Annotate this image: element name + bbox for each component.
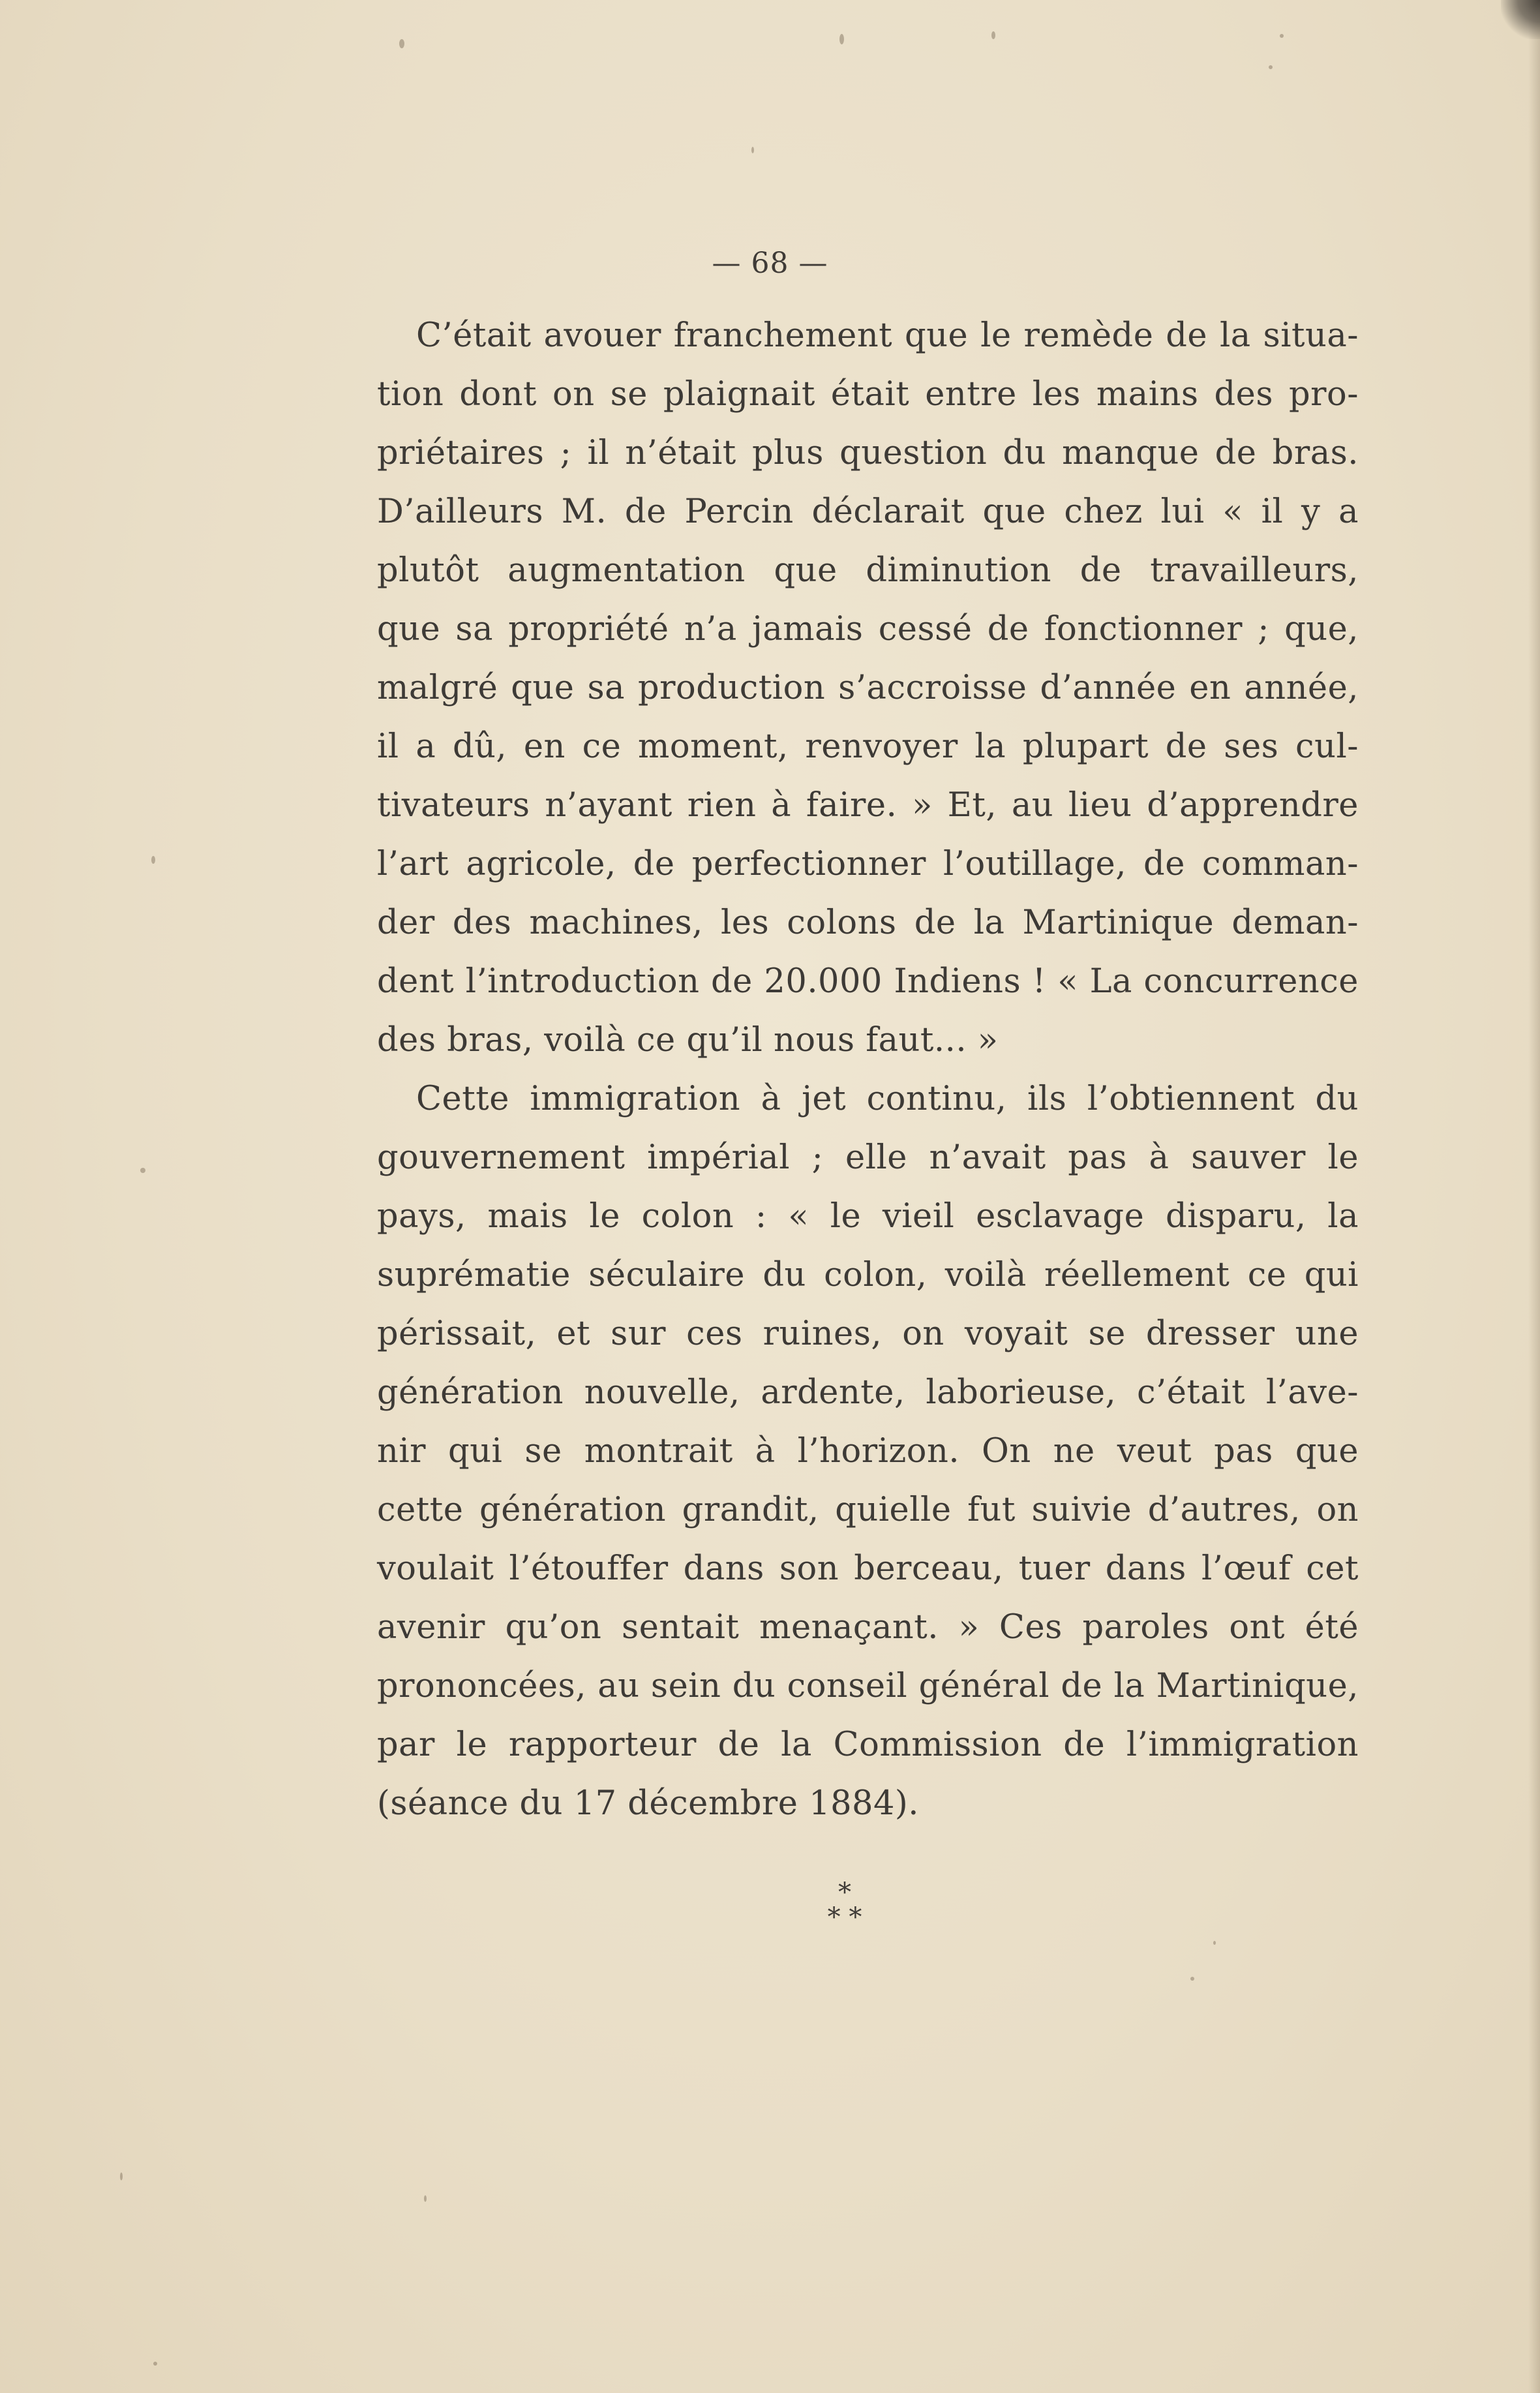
text-line: voulait l’étouffer dans son berceau, tuer dans l’œuf cet [377,1549,1359,1588]
text-line: der des machines, les colons de la Martinique deman- [377,904,1359,942]
text-line: avenir qu’on sentait menaçant. » Ces paroles ont été [377,1608,1359,1647]
paper-speck [140,1168,145,1173]
text-line: des bras, voilà ce qu’il nous faut... » [377,1021,999,1059]
paper-speck [839,34,844,44]
text-line: pays, mais le colon : « le vieil esclavage disparu, la [377,1197,1359,1236]
asterism-top: * [838,1878,851,1908]
paper-speck [399,39,404,48]
text-line: D’ailleurs M. de Percin déclarait que chez lui « il y a [377,493,1359,531]
paper-speck [1280,34,1284,38]
paper-speck [1190,1977,1194,1981]
text-line: plutôt augmentation que diminution de travailleurs, [377,551,1359,590]
text-line: (séance du 17 décembre 1884). [377,1784,920,1823]
text-line: génération nouvelle, ardente, laborieuse, c’était l’ave- [377,1373,1359,1412]
text-line: que sa propriété n’a jamais cessé de fonctionner ; que, [377,610,1359,648]
text-line: dent l’introduction de 20.000 Indiens ! « La concurrence [377,962,1359,1001]
text-line: priétaires ; il n’était plus question du manque de bras. [377,434,1359,472]
body-text [377,307,1359,1833]
paragraph-1 [377,307,1359,1070]
paper-speck [991,31,995,39]
text-line: prononcées, au sein du conseil général de la Martinique, [377,1667,1359,1705]
asterism-bottom: * * [827,1902,862,1932]
text-line: cette génération grandit, quielle fut suivie d’autres, on [377,1491,1359,1529]
text-line: malgré que sa production s’accroisse d’année en année, [377,669,1359,707]
text-line: par le rapporteur de la Commission de l’immigration [377,1726,1359,1764]
text-line: C’était avouer franchement que le remède de la situa- [416,316,1359,355]
text-line: nir qui se montrait à l’horizon. On ne veut pas que [377,1432,1359,1471]
page-edge-shadow [1528,0,1540,2393]
paper-speck [1269,65,1273,69]
paper-speck [424,2195,427,2202]
text-line: suprématie séculaire du colon, voilà réellement ce qui [377,1256,1359,1294]
paper-speck [751,147,754,153]
paper-speck [151,856,155,864]
page-number: — 68 — [712,247,828,280]
paper-speck [153,2362,157,2366]
text-line: tivateurs n’ayant rien à faire. » Et, au lieu d’apprendre [377,786,1359,825]
page-corner-shadow [1501,0,1540,39]
text-line: périssait, et sur ces ruines, on voyait se dresser une [377,1315,1359,1353]
text-line: tion dont on se plaignait était entre les mains des pro- [377,375,1359,414]
text-line: gouvernement impérial ; elle n’avait pas à sauver le [377,1138,1359,1177]
paragraph-2 [377,1070,1359,1833]
paper-speck [120,2172,123,2180]
paper-speck [1213,1941,1216,1945]
text-line: l’art agricole, de perfectionner l’outillage, de comman- [377,845,1359,883]
text-line: il a dû, en ce moment, renvoyer la plupart de ses cul- [377,727,1359,766]
text-line: Cette immigration à jet continu, ils l’obtiennent du [416,1080,1359,1118]
asterism-separator [809,1880,881,1930]
